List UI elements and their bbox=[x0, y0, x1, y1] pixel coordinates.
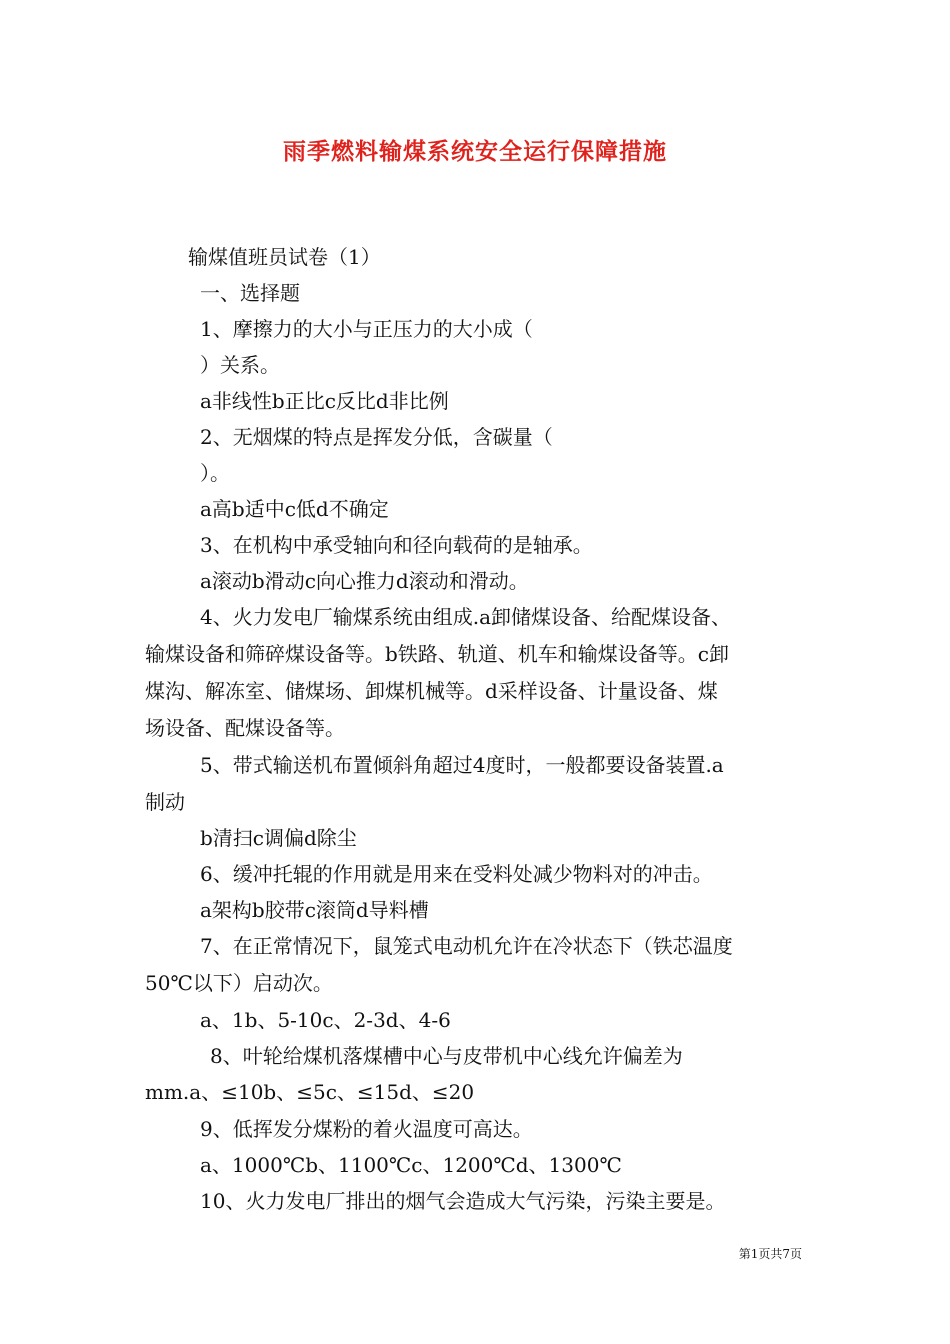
question-6: 6、缓冲托辊的作用就是用来在受料处减少物料对的冲击。 bbox=[200, 862, 713, 886]
question-3: 3、在机构中承受轴向和径向载荷的是轴承。 bbox=[200, 533, 593, 557]
question-1-cont: ）关系。 bbox=[200, 353, 280, 377]
question-4: 4、火力发电厂输煤系统由组成.a卸储煤设备、给配煤设备、 bbox=[200, 605, 732, 629]
question-10: 10、火力发电厂排出的烟气会造成大气污染，污染主要是。 bbox=[200, 1189, 726, 1213]
question-5-options: b清扫c调偏d除尘 bbox=[200, 826, 357, 850]
exam-heading: 输煤值班员试卷（1） bbox=[188, 245, 381, 269]
question-4-cont: 输煤设备和筛碎煤设备等。b铁路、轨道、机车和输煤设备等。c卸 bbox=[145, 642, 730, 666]
page-number: 第1页共7页 bbox=[738, 1247, 802, 1261]
question-5-cont: 制动 bbox=[145, 790, 185, 814]
document-title: 雨季燃料输煤系统安全运行保障措施 bbox=[283, 138, 667, 165]
question-8: 8、叶轮给煤机落煤槽中心与皮带机中心线允许偏差为 bbox=[210, 1044, 683, 1068]
question-8-cont: mm.a、≤10b、≤5c、≤15d、≤20 bbox=[145, 1080, 475, 1104]
question-1-options: a非线性b正比c反比d非比例 bbox=[200, 389, 449, 413]
question-4-cont: 场设备、配煤设备等。 bbox=[145, 716, 345, 740]
question-1: 1、摩擦力的大小与正压力的大小成（ bbox=[200, 317, 533, 341]
question-6-options: a架构b胶带c滚筒d导料槽 bbox=[200, 898, 429, 922]
question-4-cont: 煤沟、解冻室、储煤场、卸煤机械等。d采样设备、计量设备、煤 bbox=[145, 679, 718, 703]
question-7-options: a、1b、5-10c、2-3d、4-6 bbox=[200, 1008, 451, 1032]
question-2: 2、无烟煤的特点是挥发分低，含碳量（ bbox=[200, 425, 553, 449]
section-heading: 一、选择题 bbox=[200, 281, 300, 305]
question-7-cont: 50℃以下）启动次。 bbox=[145, 971, 333, 995]
question-5: 5、带式输送机布置倾斜角超过4度时，一般都要设备装置.a bbox=[200, 753, 724, 777]
question-9: 9、低挥发分煤粉的着火温度可高达。 bbox=[200, 1117, 533, 1141]
question-2-options: a高b适中c低d不确定 bbox=[200, 497, 389, 521]
question-3-options: a滚动b滑动c向心推力d滚动和滑动。 bbox=[200, 569, 529, 593]
question-7: 7、在正常情况下，鼠笼式电动机允许在冷状态下（铁芯温度 bbox=[200, 934, 733, 958]
question-9-options: a、1000℃b、1100℃c、1200℃d、1300℃ bbox=[200, 1153, 622, 1177]
question-2-cont: ）。 bbox=[200, 461, 230, 485]
